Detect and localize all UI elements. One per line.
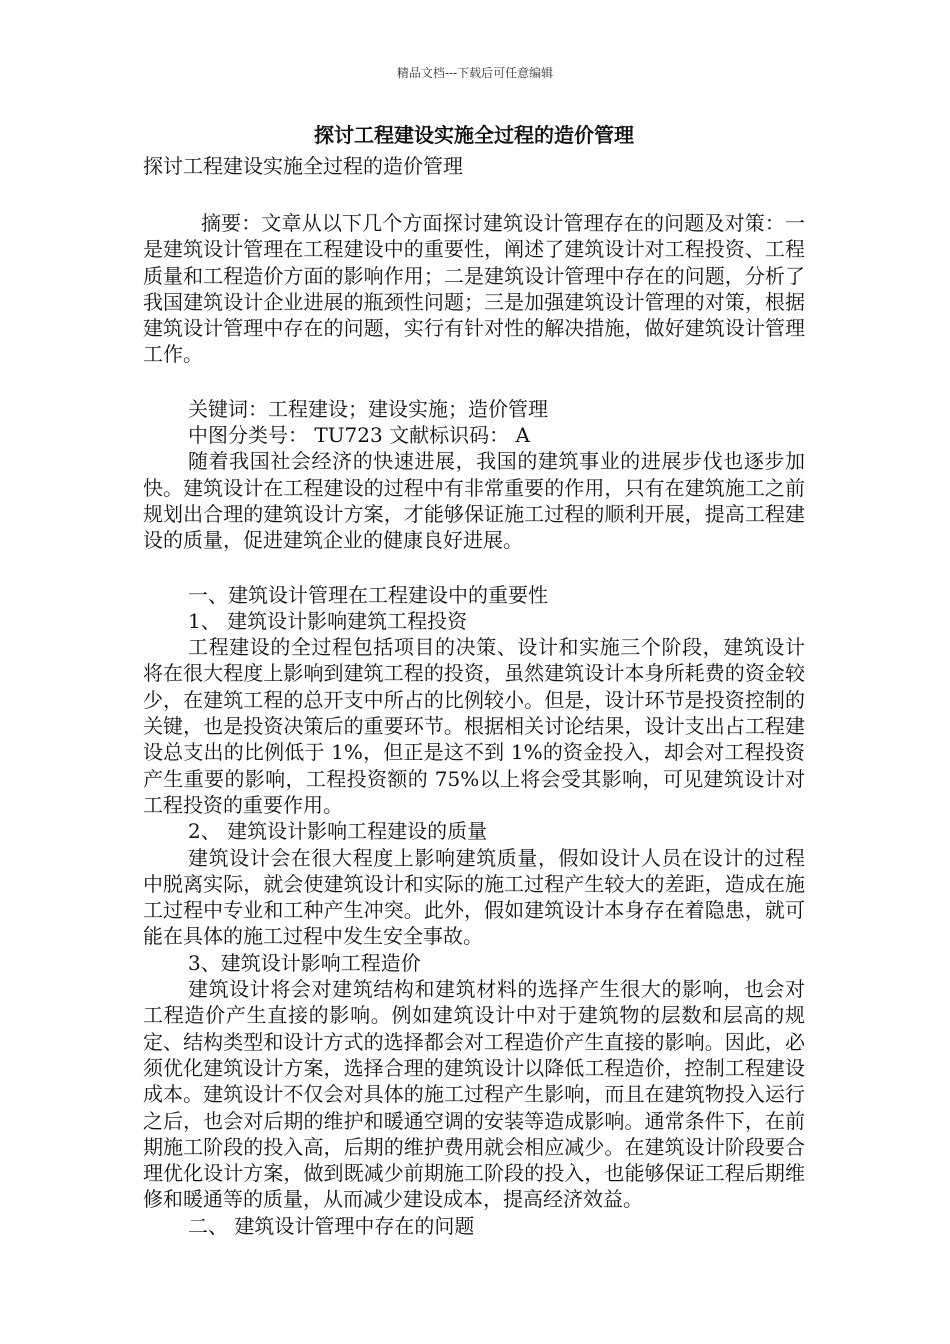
abstract-paragraph: 摘要：文章从以下几个方面探讨建筑设计管理存在的问题及对策：一是建筑设计管理在工程建设中的重要性，阐述了建筑设计对工程投资、工程质量和工程造价方面的影响作用；二是建筑设计管理中存在的问题，分析了我国建筑设计企业进展的瓶颈性问题；三是加强建筑设计管理的对策，根据建筑设计管理中存在的问题，实行有针对性的解决措施，做好建筑设计管理工作。 [143,211,805,367]
document-title: 探讨工程建设实施全过程的造价管理 [314,123,634,147]
spacer [143,554,805,582]
subsection-1-1-heading: 1、 建筑设计影响建筑工程投资 [188,608,468,633]
document-subtitle: 探讨工程建设实施全过程的造价管理 [143,154,463,178]
keywords-line: 关键词：工程建设；建设实施；造价管理 [188,396,548,421]
intro-paragraph: 随着我国社会经济的快速进展，我国的建筑事业的进展步伐也逐步加快。建筑设计在工程建设的过程中有非常重要的作用，只有在建筑施工之前规划出合理的建筑设计方案，才能够保证施工过程的顺利开展，提高工程建设的质量，促进建筑企业的健康良好进展。 [143,449,805,553]
header-watermark: 精品文档---下载后可任意编辑 [396,66,554,80]
subsection-1-1-paragraph: 工程建设的全过程包括项目的决策、设计和实施三个阶段，建筑设计将在很大程度上影响到建筑工程的投资，虽然建筑设计本身所耗费的资金较少，在建筑工程的总开支中所占的比例较小。但是，设计环节是投资控制的关键，也是投资决策后的重要环节。根据相关讨论结果，设计支出占工程建设总支出的比例低于 1%，但正是这不到 1%的资金投入，却会对工程投资产生重要的影响，工程投资额的 75%以上将会受其影响，可见建筑设计对工程投资的重要作用。 [143,635,805,817]
section-2-heading: 二、 建筑设计管理中存在的问题 [188,1213,475,1238]
document-body [143,118,805,1239]
classification-line: 中图分类号： TU723 文献标识码： A [188,423,530,448]
section-1-heading: 一、建筑设计管理在工程建设中的重要性 [188,582,548,607]
spacer [143,368,805,396]
subsection-1-2-heading: 2、 建筑设计影响工程建设的质量 [188,819,488,844]
subsection-1-3-heading: 3、建筑设计影响工程造价 [188,950,421,975]
subsection-1-2-paragraph: 建筑设计会在很大程度上影响建筑质量，假如设计人员在设计的过程中脱离实际，就会使建筑设计和实际的施工过程产生较大的差距，造成在施工过程中专业和工种产生冲突。此外，假如建筑设计本身存在着隐患，就可能在具体的施工过程中发生安全事故。 [143,845,805,949]
subsection-1-3-paragraph: 建筑设计将会对建筑结构和建筑材料的选择产生很大的影响，也会对工程造价产生直接的影响。例如建筑设计中对于建筑物的层数和层高的规定、结构类型和设计方式的选择都会对工程造价产生直接的影响。因此，必须优化建筑设计方案，选择合理的建筑设计以降低工程造价，控制工程建设成本。建筑设计不仅会对具体的施工过程产生影响，而且在建筑物投入运行之后，也会对后期的维护和暖通空调的安装等造成影响。通常条件下，在前期施工阶段的投入高，后期的维护费用就会相应减少。在建筑设计阶段要合理优化设计方案，做到既减少前期施工阶段的投入，也能够保证工程后期维修和暖通等的质量，从而减少建设成本，提高经济效益。 [143,977,805,1212]
